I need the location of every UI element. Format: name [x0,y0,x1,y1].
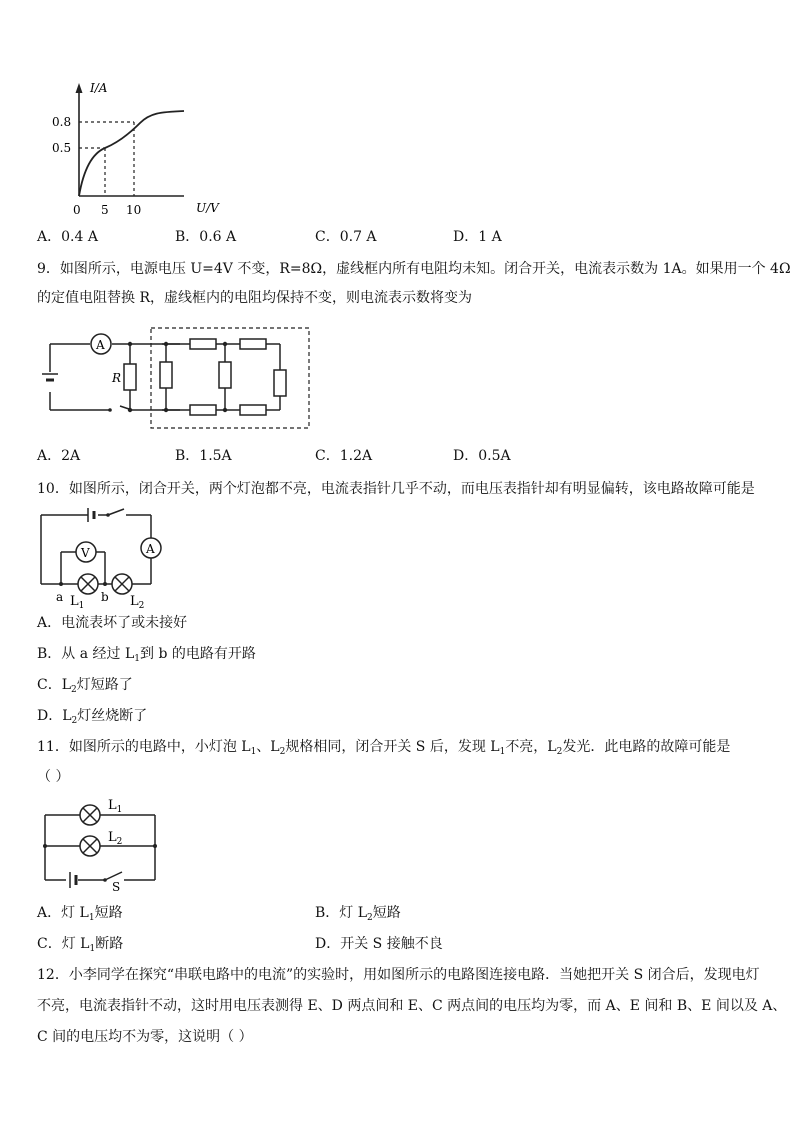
lamp-l2-icon [80,836,100,856]
ammeter-label: A [146,542,155,556]
q9-circuit-diagram [40,322,320,432]
q10-circuit-diagram [36,505,161,609]
q12-stem-line1: 12．小李同学在探究“串联电路中的电流”的实验时，用如图所示的电路图连接电路．当她把开关 S 闭合后，发现电灯 [37,967,760,983]
option-letter: A． [37,448,62,464]
option-letter: D． [315,936,341,952]
iu-curve [79,111,184,196]
lamp-l1-icon [80,805,100,825]
lamp-l1-label: $L_1$ [108,798,123,815]
option-letter: D． [453,448,479,464]
q10-option-a[interactable] [37,613,187,633]
option-text: 0.4 A [61,229,98,245]
option-letter: A． [37,615,62,631]
option-text: 0.5A [478,448,511,464]
q9-option-b[interactable] [175,446,232,466]
option-text: 1 A [478,229,502,245]
option-letter: C． [315,229,340,245]
lamp-l2-icon [112,574,132,594]
lamp-l2-label: $L_2$ [108,830,123,847]
q11-stem-line2: （ ） [37,769,70,785]
option-letter: B． [175,448,200,464]
point-b-label: b [101,590,109,604]
iu-graph [52,75,240,220]
x-tick-10: 10 [126,203,142,217]
q10-option-d[interactable]: D．$L_2$灯丝烧断了 [37,708,148,726]
x-tick-0: 0 [73,203,81,217]
q8-option-b[interactable] [175,227,236,247]
lamp-l1-icon [78,574,98,594]
option-letter: A． [37,229,62,245]
q8-option-a[interactable] [37,227,98,247]
y-axis-label: I/A [90,81,108,95]
q12-stem-line3: C 间的电压均不为零，这说明（ ） [37,1029,253,1045]
option-text: 电流表坏了或未接好 [61,615,188,631]
q11-option-d[interactable] [315,934,443,954]
q11-option-b[interactable]: B．灯 $L_2$短路 [315,905,401,923]
option-text: 2A [61,448,81,464]
q9-option-c[interactable] [315,446,372,466]
option-letter: C． [315,448,340,464]
switch-s-label: S [112,880,121,894]
q12-stem-line2: 不亮，电流表指针不动，这时用电压表测得 E、D 两点间和 E、C 两点间的电压均为零，而 A、E 间和 B、E 间以及 A、 [37,998,787,1014]
q10-stem-line1: 10．如图所示，闭合开关，两个灯泡都不亮，电流表指针几乎不动，而电压表指针却有明显偏转，该电路故障可能是 [37,481,755,497]
q11-circuit-diagram [40,795,160,894]
q9-stem-line2: 的定值电阻替换 R，虚线框内的电阻均保持不变，则电流表示数将变为 [37,290,472,306]
q9-option-a[interactable] [37,446,80,466]
resistor-r-label: R [112,371,122,385]
y-tick-0-8: 0.8 [52,115,72,129]
option-letter: D． [453,229,479,245]
option-text: 开关 S 接触不良 [340,936,443,952]
voltmeter-label: V [81,546,90,560]
q10-option-b[interactable]: B．从 a 经过 $L_1$到 b 的电路有开路 [37,646,256,664]
ammeter-label: A [96,338,105,352]
y-tick-0-5: 0.5 [52,141,72,155]
q9-option-d[interactable] [453,446,511,466]
q10-option-c[interactable]: C．$L_2$灯短路了 [37,677,133,695]
q8-option-d[interactable] [453,227,502,247]
option-letter: B． [175,229,200,245]
option-text: 1.5A [199,448,232,464]
option-text: 0.6 A [199,229,237,245]
q11-option-a[interactable]: A．灯 $L_1$短路 [37,905,123,923]
q8-option-c[interactable] [315,227,377,247]
y-axis-arrow [76,83,83,93]
option-text: 1.2A [339,448,373,464]
q11-stem-line1: 11．如图所示的电路中，小灯泡 $L_1$、$L_2$规格相同，闭合开关 S 后，发现 $L_1$不亮，$L_2$发光．此电路的故障可能是 [37,739,731,757]
point-a-label: a [56,590,64,604]
lamp-l2-label: $L_2$ [130,594,145,611]
option-text: 0.7 A [339,229,377,245]
lamp-l1-label: $L_1$ [70,594,85,611]
q9-stem-line1: 9．如图所示，电源电压 U=4V 不变，R=8Ω，虚线框内所有电阻均未知。闭合开关，电流表示数为 1A。如果用一个 4Ω [37,261,791,277]
x-tick-5: 5 [101,203,109,217]
q11-option-c[interactable]: C．灯 $L_1$断路 [37,936,124,954]
x-axis-label: U/V [196,201,219,215]
